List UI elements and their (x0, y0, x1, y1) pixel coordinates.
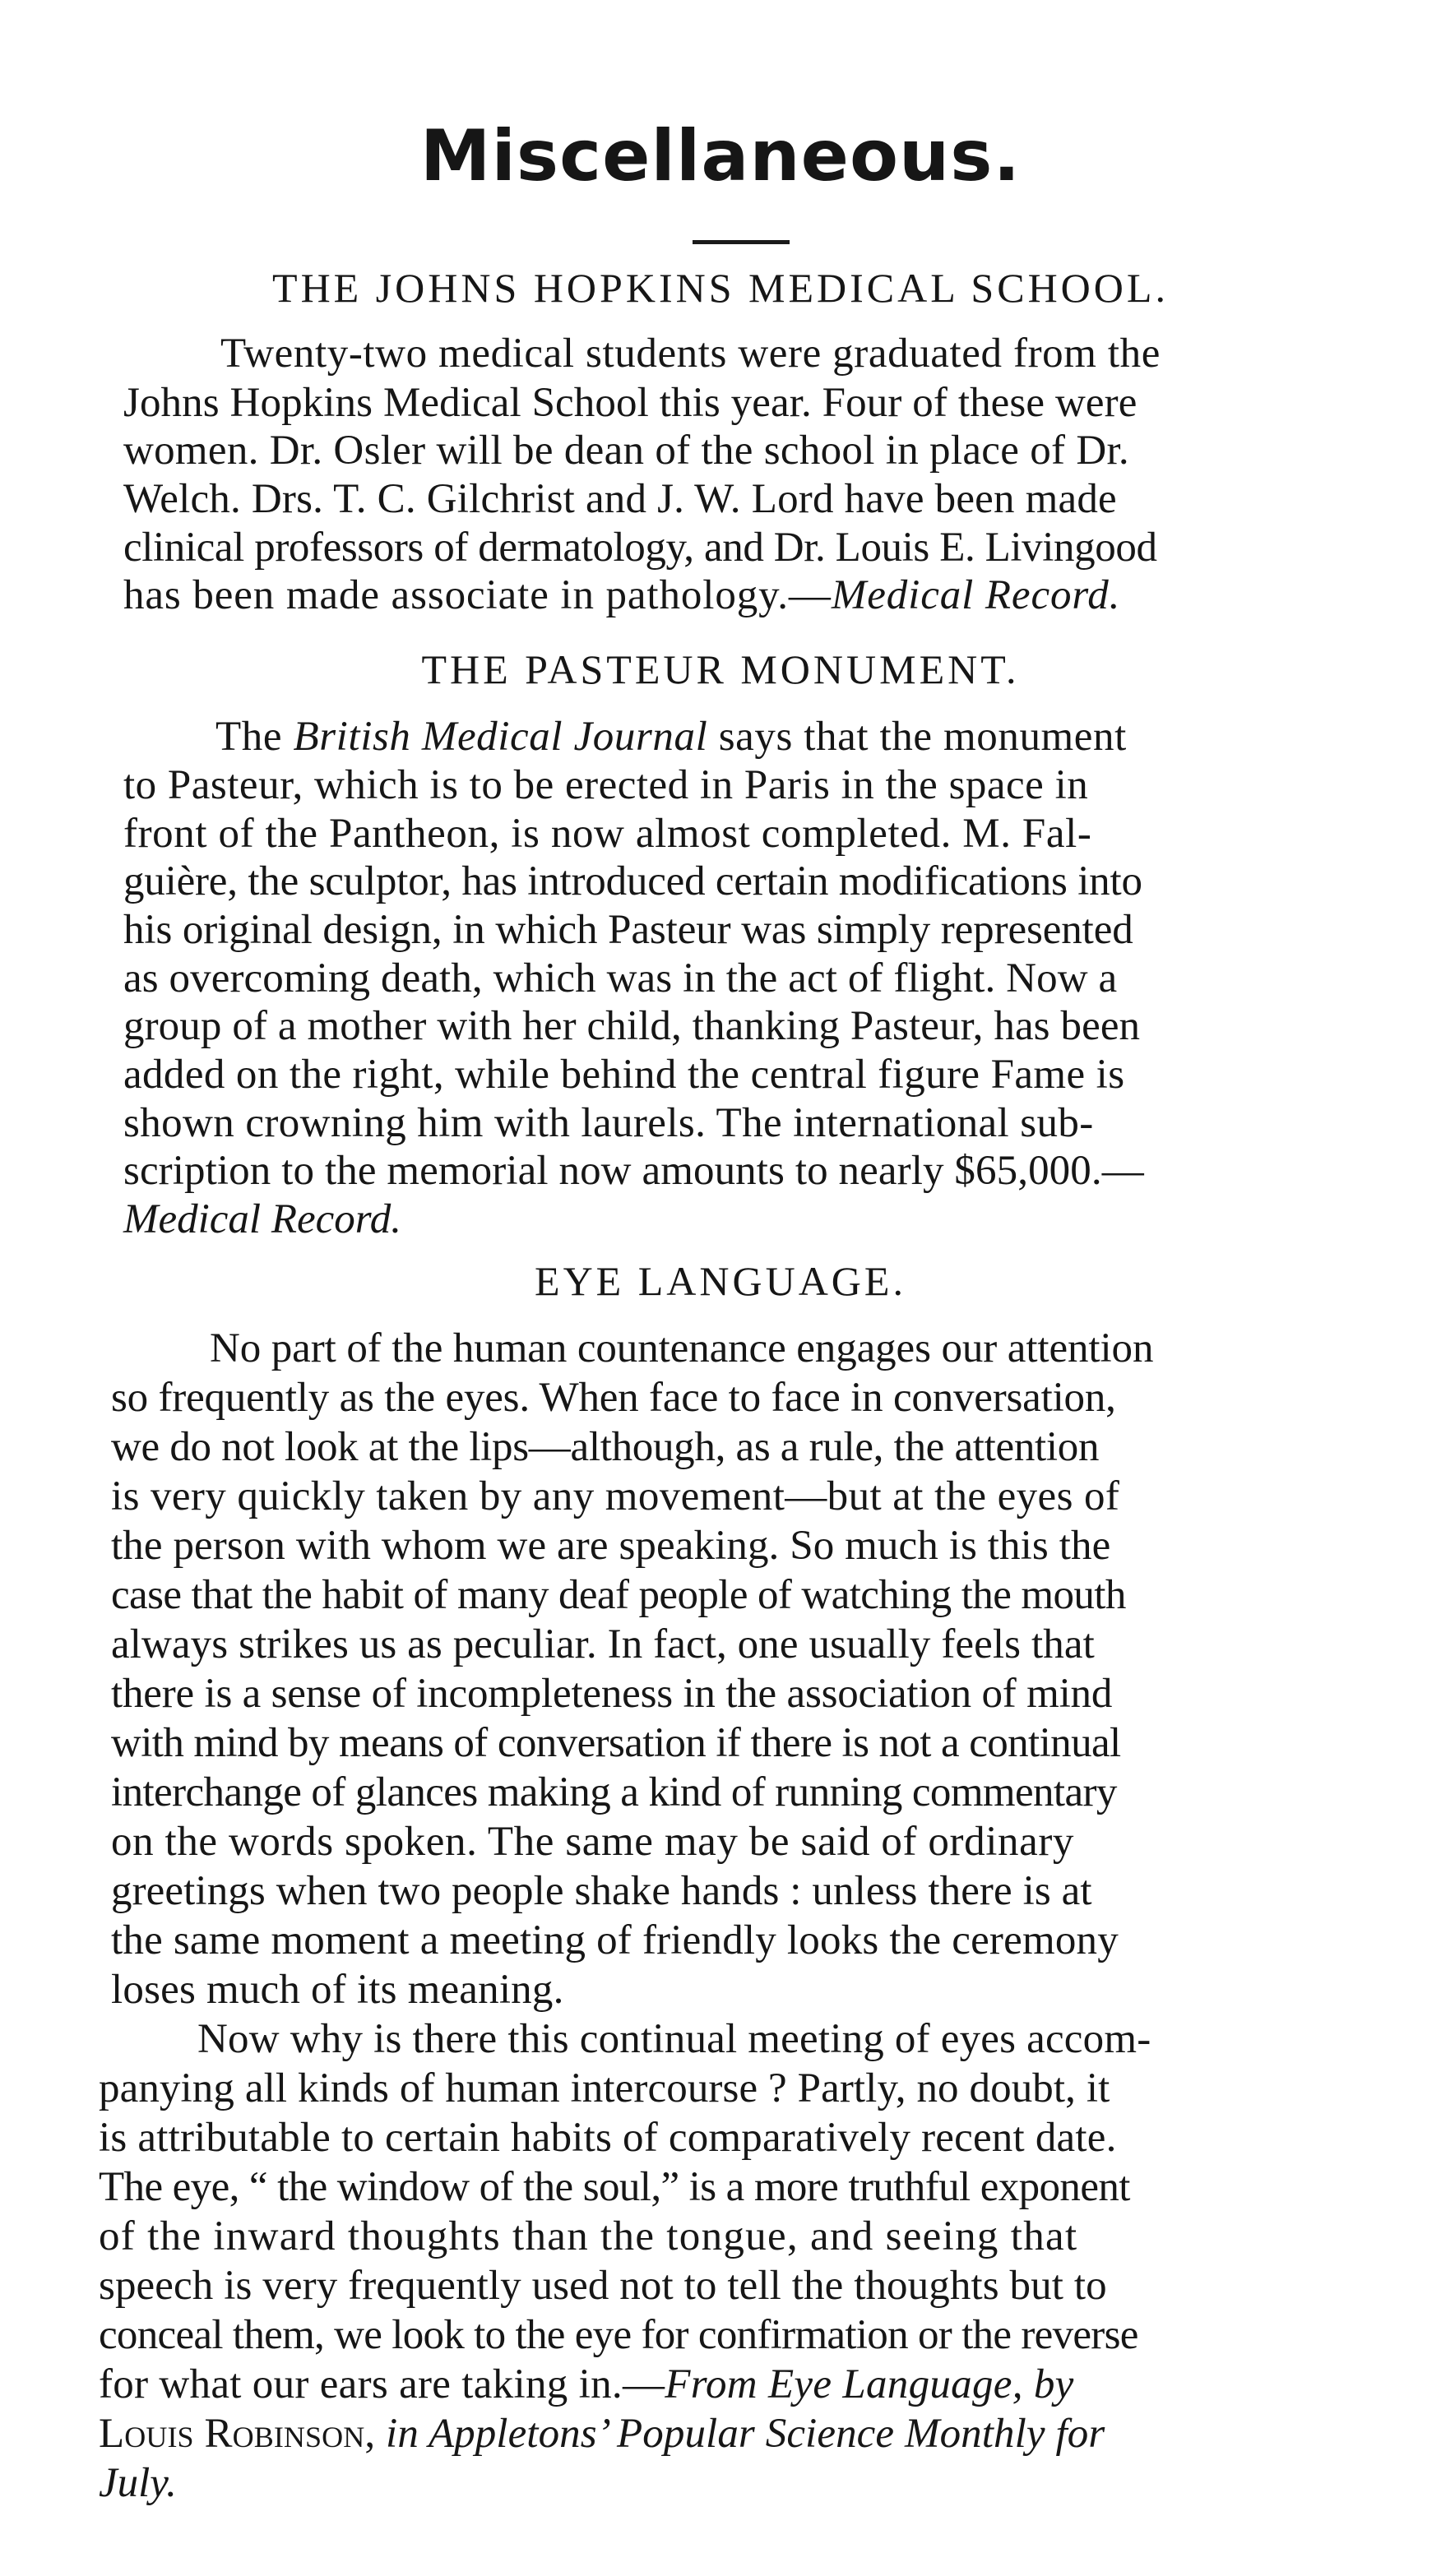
text-line: case that the habit of many deaf people of watching the mouth (111, 1572, 1126, 1618)
text-line: his original design, in which Pasteur was simply represented (123, 907, 1133, 953)
text-line (99, 2409, 1105, 2458)
section-heading-eye-language: EYE LANGUAGE. (535, 1258, 906, 1304)
text-line: Now why is there this continual meeting of eyes accom- (197, 2016, 1151, 2062)
text-line: The eye, “ the window of the soul,” is a more truthful exponent (99, 2164, 1130, 2210)
text-line: greetings when two people shake hands : unless there is at (111, 1868, 1092, 1914)
text-line: shown crowning him with laurels. The international sub- (123, 1100, 1094, 1146)
text-line: is very quickly taken by any movement—but at the eyes of (111, 1473, 1120, 1519)
text-line: we do not look at the lips—although, as a rule, the attention (111, 1424, 1100, 1470)
text-line: front of the Pantheon, is now almost completed. M. Fal- (123, 811, 1092, 857)
text-line: interchange of glances making a kind of running commentary (111, 1769, 1117, 1815)
text-line: for what our ears are taking in.—From Eye Language, by (99, 2361, 1074, 2407)
section-heading-pasteur: THE PASTEUR MONUMENT. (421, 646, 1020, 692)
text-line: Johns Hopkins Medical School this year. Four of these were (123, 380, 1138, 426)
text-line: No part of the human countenance engages our attention (210, 1325, 1154, 1371)
text-line: of the inward thoughts than the tongue, and seeing that (99, 2213, 1078, 2259)
text-line: as overcoming death, which was in the act of flight. Now a (123, 955, 1118, 1001)
text-line: clinical professors of dermatology, and Dr. Louis E. Livingood (123, 525, 1157, 571)
text-line: with mind by means of conversation if there is not a continual (111, 1720, 1121, 1766)
text-line: has been made associate in pathology.—Medical Record. (123, 572, 1121, 618)
text-line: panying all kinds of human intercourse ? Partly, no doubt, it (99, 2065, 1110, 2111)
text-line: the person with whom we are speaking. So much is this the (111, 1523, 1111, 1569)
text-line: scription to the memorial now amounts to nearly $65,000.— (123, 1148, 1144, 1194)
author-name: Louis Robinson, (99, 2411, 376, 2457)
text-line: group of a mother with her child, thanking Pasteur, has been (123, 1003, 1141, 1049)
title-rule (693, 240, 790, 244)
text-line: guière, the sculptor, has introduced certain modifications into (123, 858, 1142, 904)
text-line: women. Dr. Osler will be dean of the school in place of Dr. (123, 428, 1129, 474)
source-citation: July. (99, 2460, 177, 2506)
source-citation: Medical Record. (123, 1196, 401, 1242)
source-citation: From Eye Language, by (665, 2361, 1074, 2407)
text-line: Welch. Drs. T. C. Gilchrist and J. W. Lord have been made (123, 476, 1117, 522)
text-line: Twenty-two medical students were graduated from the (220, 331, 1161, 377)
text-line: so frequently as the eyes. When face to face in conversation, (111, 1375, 1116, 1421)
source-citation: in Appletons’ Popular Science Monthly for (375, 2411, 1105, 2457)
text-line: speech is very frequently used not to tell the thoughts but to (99, 2263, 1107, 2309)
text-line (99, 2458, 177, 2508)
text-line: loses much of its meaning. (111, 1967, 564, 2013)
section-heading-johns-hopkins: THE JOHNS HOPKINS MEDICAL SCHOOL. (272, 265, 1169, 311)
text-line: The British Medical Journal says that the monument (215, 714, 1127, 760)
text-line: the same moment a meeting of friendly looks the ceremony (111, 1917, 1119, 1963)
text-line: added on the right, while behind the central figure Fame is (123, 1052, 1125, 1098)
page-title: Miscellaneous. (419, 115, 1022, 197)
text-line: on the words spoken. The same may be said of ordinary (111, 1819, 1075, 1865)
source-citation: Medical Record. (831, 572, 1121, 618)
text-line (123, 1195, 401, 1244)
text-line: there is a sense of incompleteness in the association of mind (111, 1671, 1113, 1717)
publication-title: British Medical Journal (293, 714, 708, 760)
text-line: is attributable to certain habits of comparatively recent date. (99, 2115, 1117, 2161)
text-line: always strikes us as peculiar. In fact, one usually feels that (111, 1621, 1095, 1667)
text-line: to Pasteur, which is to be erected in Paris in the space in (123, 762, 1089, 808)
text-line: conceal them, we look to the eye for confirmation or the reverse (99, 2312, 1138, 2358)
